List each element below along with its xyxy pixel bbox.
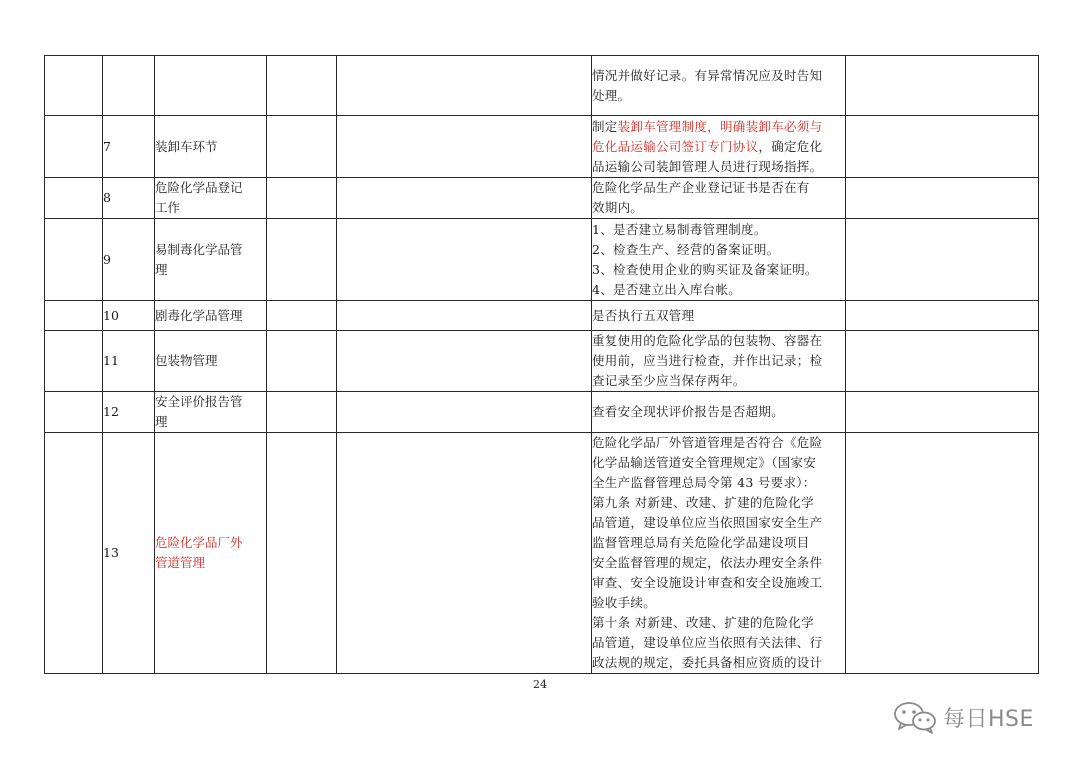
requirement-line: 危化品运输公司签订专门协议，确定危化 — [592, 138, 823, 154]
table-row — [45, 392, 1039, 433]
requirement-line: 监督管理总局有关危险化学品建设项目 — [592, 535, 810, 550]
empty-cell — [45, 392, 103, 433]
requirement-line: 化学品输送管道安全管理规定》（国家安 — [592, 455, 817, 470]
check-item-cell — [155, 392, 267, 433]
watermark-text: 每日HSE — [943, 706, 1034, 732]
requirement-line: 查看安全现状评价报告是否超期。 — [592, 404, 785, 419]
requirement-cell — [592, 433, 846, 674]
check-item-cell — [155, 433, 267, 674]
empty-cell — [846, 116, 1039, 178]
empty-cell — [337, 433, 592, 674]
row-number-cell: 12 — [103, 392, 155, 433]
check-item-line: 包装物管理 — [155, 353, 218, 368]
page-number: 24 — [533, 678, 547, 691]
check-item-line: 危险化学品登记 — [155, 180, 243, 195]
table-row — [45, 331, 1039, 392]
requirement-line: 查记录至少应当保存两年。 — [592, 373, 746, 388]
requirement-line: 安全监督管理的规定，依法办理安全条件 — [592, 555, 823, 570]
requirement-cell — [592, 301, 846, 331]
requirement-line: 使用前，应当进行检查，并作出记录；检 — [592, 353, 823, 368]
wechat-icon — [893, 700, 937, 734]
requirement-line: 情况并做好记录。有异常情况应及时告知 — [592, 67, 823, 83]
empty-cell — [337, 219, 592, 301]
empty-cell — [846, 178, 1039, 219]
requirement-line: 处理。 — [592, 87, 631, 103]
row-number-cell: 8 — [103, 178, 155, 219]
check-item-cell — [155, 56, 267, 116]
empty-cell — [45, 116, 103, 178]
check-item-line: 易制毒化学品管 — [155, 241, 243, 257]
empty-cell — [267, 116, 337, 178]
requirement-line: 品运输公司装卸管理人员进行现场指挥。 — [592, 158, 823, 174]
requirement-line: 品管道，建设单位应当依照国家安全生产 — [592, 515, 823, 530]
empty-cell — [846, 56, 1039, 116]
empty-cell — [45, 219, 103, 301]
empty-cell — [267, 56, 337, 116]
empty-cell — [45, 331, 103, 392]
requirement-cell — [592, 331, 846, 392]
check-item-cell — [155, 331, 267, 392]
empty-cell — [267, 301, 337, 331]
requirement-cell — [592, 56, 846, 116]
empty-cell — [337, 392, 592, 433]
table-row — [45, 219, 1039, 301]
requirement-line: 4、是否建立出入库台帐。 — [592, 281, 742, 297]
empty-cell — [337, 178, 592, 219]
empty-cell — [337, 331, 592, 392]
table-row — [45, 178, 1039, 219]
requirement-line: 政法规的规定，委托具备相应资质的设计 — [592, 655, 823, 670]
watermark — [893, 700, 1034, 734]
check-item-cell — [155, 301, 267, 331]
check-item-line: 理 — [155, 261, 168, 277]
requirement-line: 危险化学品生产企业登记证书是否在有 — [592, 180, 810, 195]
table-row — [45, 301, 1039, 331]
check-item-line: 危险化学品厂外 — [155, 535, 243, 550]
row-number-cell: 10 — [103, 301, 155, 331]
check-item-cell — [155, 116, 267, 178]
requirement-line: 品管道，建设单位应当依照有关法律、行 — [592, 635, 823, 650]
check-item-cell — [155, 219, 267, 301]
empty-cell — [267, 331, 337, 392]
empty-cell — [45, 56, 103, 116]
empty-cell — [45, 433, 103, 674]
requirement-line: 危险化学品厂外管道管理是否符合《危险 — [592, 435, 823, 450]
table-row — [45, 56, 1039, 116]
requirement-line: 第九条 对新建、改建、扩建的危险化学 — [592, 495, 814, 510]
requirement-line: 效期内。 — [592, 200, 644, 215]
requirement-cell — [592, 392, 846, 433]
row-number-cell: 7 — [103, 116, 155, 178]
empty-cell — [45, 178, 103, 219]
empty-cell — [337, 56, 592, 116]
requirement-line: 重复使用的危险化学品的包装物、容器在 — [592, 333, 823, 348]
empty-cell — [267, 219, 337, 301]
empty-cell — [337, 301, 592, 331]
requirement-line: 2、检查生产、经营的备案证明。 — [592, 241, 780, 257]
check-item-cell — [155, 178, 267, 219]
row-number-cell: 13 — [103, 433, 155, 674]
empty-cell — [337, 116, 592, 178]
empty-cell — [846, 301, 1039, 331]
requirement-line: 审查、安全设施设计审查和安全设施竣工 — [592, 575, 823, 590]
empty-cell — [846, 331, 1039, 392]
requirement-line: 制定装卸车管理制度，明确装卸车必须与 — [592, 118, 823, 134]
row-number-cell: 11 — [103, 331, 155, 392]
check-item-line: 安全评价报告管 — [155, 394, 243, 409]
requirement-line: 全生产监督管理总局令第 43 号要求）： — [592, 475, 816, 490]
row-number-cell: 9 — [103, 219, 155, 301]
check-item-line: 装卸车环节 — [155, 138, 218, 154]
check-item-line: 工作 — [155, 200, 181, 215]
requirement-line: 验收手续。 — [592, 595, 657, 610]
requirement-line: 1、是否建立易制毒管理制度。 — [592, 221, 767, 237]
requirement-line: 是否执行五双管理 — [592, 307, 695, 323]
check-item-line: 管道管理 — [155, 555, 206, 570]
inspection-table — [44, 55, 1039, 674]
empty-cell — [267, 392, 337, 433]
table-row — [45, 116, 1039, 178]
check-item-line: 理 — [155, 414, 168, 429]
requirement-cell — [592, 219, 846, 301]
empty-cell — [846, 433, 1039, 674]
row-number-cell — [103, 56, 155, 116]
empty-cell — [846, 219, 1039, 301]
requirement-line: 3、检查使用企业的购买证及备案证明。 — [592, 261, 818, 277]
check-item-line: 剧毒化学品管理 — [155, 307, 243, 323]
requirement-line: 第十条 对新建、改建、扩建的危险化学 — [592, 615, 814, 630]
empty-cell — [846, 392, 1039, 433]
empty-cell — [267, 178, 337, 219]
requirement-cell — [592, 116, 846, 178]
empty-cell — [267, 433, 337, 674]
table-row — [45, 433, 1039, 674]
requirement-cell — [592, 178, 846, 219]
empty-cell — [45, 301, 103, 331]
